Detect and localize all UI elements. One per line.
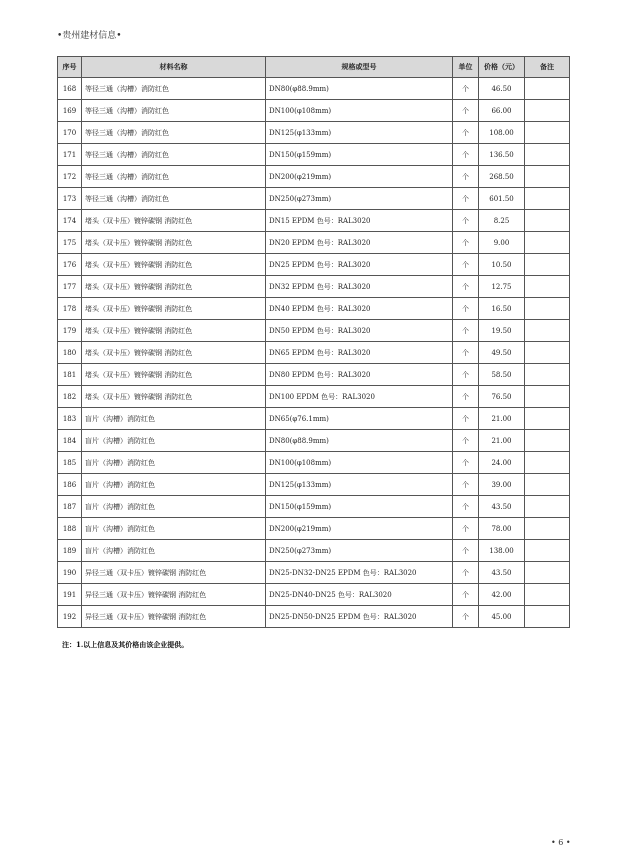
remark-cell — [525, 606, 570, 628]
price-cell: 12.75 — [479, 276, 525, 298]
price-cell: 268.50 — [479, 166, 525, 188]
remark-cell — [525, 166, 570, 188]
remark-cell — [525, 386, 570, 408]
row-number-cell: 185 — [58, 452, 82, 474]
table-row — [58, 210, 570, 232]
price-cell: 39.00 — [479, 474, 525, 496]
row-number-cell: 178 — [58, 298, 82, 320]
price-cell: 138.00 — [479, 540, 525, 562]
unit-cell: 个 — [453, 364, 479, 386]
material-name-cell: 盲片（沟槽）消防红色 — [82, 540, 266, 562]
row-number-cell: 182 — [58, 386, 82, 408]
price-cell: 21.00 — [479, 430, 525, 452]
table-row — [58, 584, 570, 606]
remark-cell — [525, 188, 570, 210]
unit-cell: 个 — [453, 188, 479, 210]
price-cell: 43.50 — [479, 496, 525, 518]
price-cell: 49.50 — [479, 342, 525, 364]
table-row — [58, 298, 570, 320]
table-row — [58, 100, 570, 122]
specification-cell: DN200(φ219mm) — [266, 518, 453, 540]
publication-header: •贵州建材信息• — [57, 31, 122, 41]
remark-cell — [525, 320, 570, 342]
material-name-cell: 堵头（双卡压）镀锌碳钢 消防红色 — [82, 210, 266, 232]
unit-cell: 个 — [453, 496, 479, 518]
column-header: 价格（元） — [479, 57, 525, 78]
unit-cell: 个 — [453, 430, 479, 452]
specification-cell: DN15 EPDM 色号：RAL3020 — [266, 210, 453, 232]
price-cell: 58.50 — [479, 364, 525, 386]
row-number-cell: 169 — [58, 100, 82, 122]
remark-cell — [525, 276, 570, 298]
row-number-cell: 168 — [58, 78, 82, 100]
material-name-cell: 盲片（沟槽）消防红色 — [82, 518, 266, 540]
table-row — [58, 364, 570, 386]
table-row — [58, 232, 570, 254]
column-header: 单位 — [453, 57, 479, 78]
material-name-cell: 堵头（双卡压）镀锌碳钢 消防红色 — [82, 386, 266, 408]
specification-cell: DN25-DN50-DN25 EPDM 色号：RAL3020 — [266, 606, 453, 628]
unit-cell: 个 — [453, 78, 479, 100]
table-row — [58, 496, 570, 518]
unit-cell: 个 — [453, 452, 479, 474]
row-number-cell: 180 — [58, 342, 82, 364]
table-row — [58, 540, 570, 562]
material-name-cell: 等径三通（沟槽）消防红色 — [82, 100, 266, 122]
specification-cell: DN150(φ159mm) — [266, 496, 453, 518]
remark-cell — [525, 122, 570, 144]
specification-cell: DN25-DN40-DN25 色号：RAL3020 — [266, 584, 453, 606]
row-number-cell: 176 — [58, 254, 82, 276]
column-header: 备注 — [525, 57, 570, 78]
material-name-cell: 堵头（双卡压）镀锌碳钢 消防红色 — [82, 342, 266, 364]
table-row — [58, 276, 570, 298]
specification-cell: DN80(φ88.9mm) — [266, 78, 453, 100]
table-row — [58, 452, 570, 474]
specification-cell: DN80(φ88.9mm) — [266, 430, 453, 452]
remark-cell — [525, 210, 570, 232]
material-name-cell: 等径三通（沟槽）消防红色 — [82, 144, 266, 166]
remark-cell — [525, 584, 570, 606]
remark-cell — [525, 232, 570, 254]
remark-cell — [525, 540, 570, 562]
specification-cell: DN25-DN32-DN25 EPDM 色号：RAL3020 — [266, 562, 453, 584]
material-name-cell: 盲片（沟槽）消防红色 — [82, 496, 266, 518]
material-name-cell: 盲片（沟槽）消防红色 — [82, 474, 266, 496]
unit-cell: 个 — [453, 122, 479, 144]
table-row — [58, 430, 570, 452]
remark-cell — [525, 364, 570, 386]
unit-cell: 个 — [453, 342, 479, 364]
row-number-cell: 175 — [58, 232, 82, 254]
unit-cell: 个 — [453, 562, 479, 584]
unit-cell: 个 — [453, 408, 479, 430]
table-row — [58, 188, 570, 210]
table-row — [58, 166, 570, 188]
table-row — [58, 562, 570, 584]
table-row — [58, 254, 570, 276]
price-table — [57, 56, 570, 628]
specification-cell: DN100(φ108mm) — [266, 100, 453, 122]
specification-cell: DN50 EPDM 色号：RAL3020 — [266, 320, 453, 342]
specification-cell: DN25 EPDM 色号：RAL3020 — [266, 254, 453, 276]
remark-cell — [525, 298, 570, 320]
row-number-cell: 181 — [58, 364, 82, 386]
unit-cell: 个 — [453, 254, 479, 276]
material-name-cell: 堵头（双卡压）镀锌碳钢 消防红色 — [82, 276, 266, 298]
table-header-row — [58, 57, 570, 78]
specification-cell: DN65 EPDM 色号：RAL3020 — [266, 342, 453, 364]
price-cell: 46.50 — [479, 78, 525, 100]
unit-cell: 个 — [453, 276, 479, 298]
material-name-cell: 盲片（沟槽）消防红色 — [82, 430, 266, 452]
row-number-cell: 170 — [58, 122, 82, 144]
price-cell: 136.50 — [479, 144, 525, 166]
row-number-cell: 177 — [58, 276, 82, 298]
row-number-cell: 174 — [58, 210, 82, 232]
material-name-cell: 异径三通（双卡压）镀锌碳钢 消防红色 — [82, 562, 266, 584]
remark-cell — [525, 254, 570, 276]
remark-cell — [525, 430, 570, 452]
unit-cell: 个 — [453, 386, 479, 408]
footnote: 注：1.以上信息及其价格由该企业提供。 — [62, 640, 189, 649]
specification-cell: DN100 EPDM 色号：RAL3020 — [266, 386, 453, 408]
material-name-cell: 等径三通（沟槽）消防红色 — [82, 166, 266, 188]
unit-cell: 个 — [453, 210, 479, 232]
column-header: 规格或型号 — [266, 57, 453, 78]
column-header: 材料名称 — [82, 57, 266, 78]
material-name-cell: 堵头（双卡压）镀锌碳钢 消防红色 — [82, 320, 266, 342]
price-cell: 21.00 — [479, 408, 525, 430]
unit-cell: 个 — [453, 320, 479, 342]
material-name-cell: 堵头（双卡压）镀锌碳钢 消防红色 — [82, 364, 266, 386]
page-number: • 6 • — [551, 838, 571, 847]
material-name-cell: 盲片（沟槽）消防红色 — [82, 452, 266, 474]
price-cell: 19.50 — [479, 320, 525, 342]
row-number-cell: 191 — [58, 584, 82, 606]
material-name-cell: 异径三通（双卡压）镀锌碳钢 消防红色 — [82, 606, 266, 628]
remark-cell — [525, 562, 570, 584]
specification-cell: DN40 EPDM 色号：RAL3020 — [266, 298, 453, 320]
remark-cell — [525, 144, 570, 166]
row-number-cell: 172 — [58, 166, 82, 188]
table-row — [58, 386, 570, 408]
material-name-cell: 盲片（沟槽）消防红色 — [82, 408, 266, 430]
specification-cell: DN80 EPDM 色号：RAL3020 — [266, 364, 453, 386]
unit-cell: 个 — [453, 584, 479, 606]
price-cell: 24.00 — [479, 452, 525, 474]
material-name-cell: 堵头（双卡压）镀锌碳钢 消防红色 — [82, 298, 266, 320]
specification-cell: DN125(φ133mm) — [266, 474, 453, 496]
price-cell: 76.50 — [479, 386, 525, 408]
price-cell: 45.00 — [479, 606, 525, 628]
table-row — [58, 342, 570, 364]
row-number-cell: 183 — [58, 408, 82, 430]
material-name-cell: 异径三通（双卡压）镀锌碳钢 消防红色 — [82, 584, 266, 606]
price-cell: 9.00 — [479, 232, 525, 254]
unit-cell: 个 — [453, 166, 479, 188]
specification-cell: DN150(φ159mm) — [266, 144, 453, 166]
price-cell: 601.50 — [479, 188, 525, 210]
material-name-cell: 等径三通（沟槽）消防红色 — [82, 122, 266, 144]
table-row — [58, 320, 570, 342]
remark-cell — [525, 100, 570, 122]
specification-cell: DN250(φ273mm) — [266, 188, 453, 210]
material-name-cell: 等径三通（沟槽）消防红色 — [82, 188, 266, 210]
row-number-cell: 192 — [58, 606, 82, 628]
unit-cell: 个 — [453, 298, 479, 320]
row-number-cell: 189 — [58, 540, 82, 562]
table-row — [58, 474, 570, 496]
row-number-cell: 186 — [58, 474, 82, 496]
specification-cell: DN65(φ76.1mm) — [266, 408, 453, 430]
table-row — [58, 518, 570, 540]
table-row — [58, 408, 570, 430]
remark-cell — [525, 452, 570, 474]
price-cell: 16.50 — [479, 298, 525, 320]
specification-cell: DN250(φ273mm) — [266, 540, 453, 562]
remark-cell — [525, 518, 570, 540]
column-header: 序号 — [58, 57, 82, 78]
specification-cell: DN125(φ133mm) — [266, 122, 453, 144]
row-number-cell: 188 — [58, 518, 82, 540]
price-cell: 66.00 — [479, 100, 525, 122]
remark-cell — [525, 342, 570, 364]
material-name-cell: 堵头（双卡压）镀锌碳钢 消防红色 — [82, 232, 266, 254]
price-cell: 43.50 — [479, 562, 525, 584]
unit-cell: 个 — [453, 100, 479, 122]
price-cell: 42.00 — [479, 584, 525, 606]
table-row — [58, 78, 570, 100]
remark-cell — [525, 496, 570, 518]
unit-cell: 个 — [453, 606, 479, 628]
unit-cell: 个 — [453, 232, 479, 254]
price-cell: 10.50 — [479, 254, 525, 276]
row-number-cell: 187 — [58, 496, 82, 518]
table-row — [58, 606, 570, 628]
table-row — [58, 122, 570, 144]
specification-cell: DN200(φ219mm) — [266, 166, 453, 188]
unit-cell: 个 — [453, 518, 479, 540]
specification-cell: DN32 EPDM 色号：RAL3020 — [266, 276, 453, 298]
row-number-cell: 173 — [58, 188, 82, 210]
unit-cell: 个 — [453, 144, 479, 166]
remark-cell — [525, 474, 570, 496]
row-number-cell: 171 — [58, 144, 82, 166]
material-name-cell: 堵头（双卡压）镀锌碳钢 消防红色 — [82, 254, 266, 276]
unit-cell: 个 — [453, 474, 479, 496]
material-name-cell: 等径三通（沟槽）消防红色 — [82, 78, 266, 100]
table-body — [58, 78, 570, 628]
price-cell: 108.00 — [479, 122, 525, 144]
specification-cell: DN20 EPDM 色号：RAL3020 — [266, 232, 453, 254]
table-row — [58, 144, 570, 166]
specification-cell: DN100(φ108mm) — [266, 452, 453, 474]
row-number-cell: 179 — [58, 320, 82, 342]
remark-cell — [525, 78, 570, 100]
price-cell: 8.25 — [479, 210, 525, 232]
row-number-cell: 190 — [58, 562, 82, 584]
unit-cell: 个 — [453, 540, 479, 562]
remark-cell — [525, 408, 570, 430]
price-cell: 78.00 — [479, 518, 525, 540]
row-number-cell: 184 — [58, 430, 82, 452]
